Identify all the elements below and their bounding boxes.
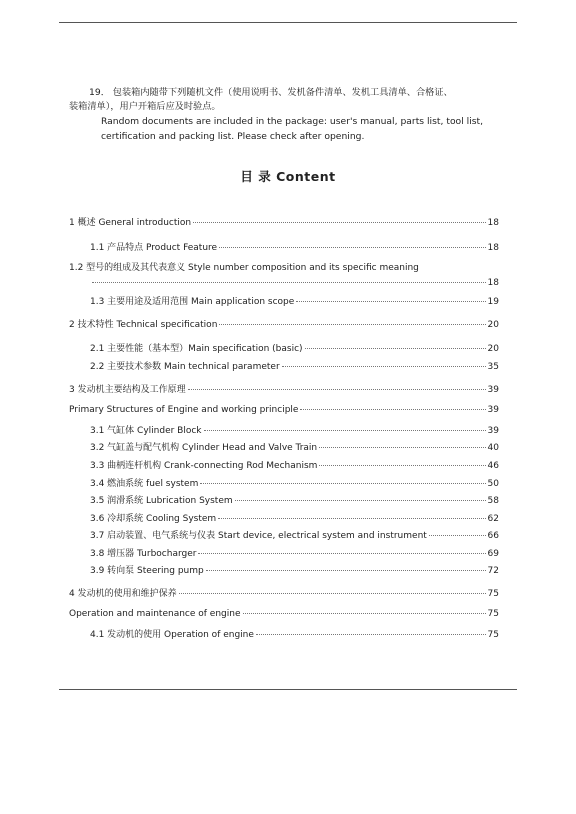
toc-entry[interactable] [69, 215, 499, 228]
toc-entry-page: 39 [487, 385, 499, 395]
toc-entry-label: 2.2 主要技术参数 Main technical parameter [90, 362, 280, 372]
toc-entry-label: 1 概述 General introduction [69, 218, 192, 228]
toc-entry-label: 3.3 曲柄连杆机构 Crank-connecting Rod Mechanism [90, 461, 318, 471]
toc-leader [206, 570, 486, 571]
toc-entry[interactable] [69, 440, 499, 453]
intro-en-line-2: certification and packing list. Please check after opening. [101, 131, 365, 142]
toc-entry-page: 39 [487, 405, 499, 415]
toc-entry-label: 1.3 主要用途及适用范围 Main application scope [90, 297, 295, 307]
toc-entry-page: 46 [487, 461, 499, 471]
toc-entry[interactable] [69, 586, 499, 599]
toc-leader [429, 535, 486, 536]
footer-rule [59, 689, 517, 690]
toc-entry-label: 3.2 气缸盖与配气机构 Cylinder Head and Valve Train [90, 443, 318, 453]
toc-entry-page: 35 [487, 362, 499, 372]
header-rule [59, 22, 517, 23]
toc-entry-label: 2.1 主要性能（基本型）Main specification (basic) [90, 344, 303, 354]
toc-leader [235, 500, 486, 501]
toc-leader [305, 348, 486, 349]
toc-leader [92, 282, 486, 283]
toc-entry-page: 75 [487, 630, 499, 640]
toc-entry-page: 58 [487, 496, 499, 506]
toc-entry-label: 3.4 燃油系统 fuel system [90, 479, 199, 489]
intro-note [69, 86, 499, 144]
page-title: 目 录 Content [240, 169, 336, 184]
toc-entry-page: 75 [487, 589, 499, 599]
toc-entry[interactable] [69, 563, 499, 576]
toc-entry-label: 3.9 转向泵 Steering pump [90, 566, 204, 576]
intro-zh-line-2: 装箱清单），用户开箱后应及时验点。 [69, 101, 221, 112]
toc-entry-label: Primary Structures of Engine and working principle [69, 405, 299, 415]
toc-entry-label: 1.2 型号的组成及其代表意义 Style number composition and its specific meaning [69, 263, 419, 273]
toc-entry[interactable] [69, 609, 499, 619]
toc-entry[interactable] [69, 458, 499, 471]
toc-leader [319, 465, 485, 466]
toc-entry[interactable] [69, 260, 499, 273]
toc-entry-page: 72 [487, 566, 499, 576]
toc-entry[interactable] [69, 493, 499, 506]
toc-entry-page: 18 [487, 243, 499, 253]
toc-entry-page: 20 [487, 320, 499, 330]
toc-entry[interactable] [69, 627, 499, 640]
toc-entry[interactable] [69, 382, 499, 395]
toc-leader [193, 222, 485, 223]
toc-leader [282, 366, 486, 367]
toc-entry-label: Operation and maintenance of engine [69, 609, 241, 619]
toc-leader [243, 613, 486, 614]
toc-entry[interactable] [69, 240, 499, 253]
toc-entry-label: 3.1 气缸体 Cylinder Block [90, 426, 202, 436]
toc-leader [296, 301, 485, 302]
toc-entry-page: 18 [487, 218, 499, 228]
toc-entry-label: 4 发动机的使用和维护保养 [69, 589, 177, 599]
toc-leader [188, 389, 486, 390]
toc-leader [204, 430, 486, 431]
intro-en-line-1: Random documents are included in the package: user's manual, parts list, tool list, [101, 116, 484, 127]
toc-leader [219, 324, 485, 325]
toc-entry-label: 3.6 冷却系统 Cooling System [90, 514, 217, 524]
toc-entry[interactable] [69, 317, 499, 330]
toc-entry-label: 2 技术特性 Technical specification [69, 320, 218, 330]
toc-entry[interactable] [69, 528, 499, 541]
toc-entry[interactable] [69, 476, 499, 489]
toc-entry-label: 3 发动机主要结构及工作原理 [69, 385, 186, 395]
toc-entry[interactable] [69, 511, 499, 524]
toc-entry-page: 50 [487, 479, 499, 489]
toc-entry-label: 1.1 产品特点 Product Feature [90, 243, 218, 253]
toc-entry[interactable] [69, 294, 499, 307]
toc-entry-page: 20 [487, 344, 499, 354]
toc-leader [218, 518, 485, 519]
toc-entry-page: 62 [487, 514, 499, 524]
toc-leader [219, 247, 485, 248]
toc-entry-page: 39 [487, 426, 499, 436]
toc-leader [256, 634, 486, 635]
toc-entry[interactable] [69, 341, 499, 354]
toc-leader [200, 483, 485, 484]
toc-entry-page: 40 [487, 443, 499, 453]
toc-entry[interactable] [69, 278, 499, 288]
toc-entry[interactable] [69, 359, 499, 372]
toc-leader [300, 409, 485, 410]
toc-entry-page: 18 [487, 278, 499, 288]
toc-leader [319, 447, 485, 448]
toc-entry[interactable] [69, 546, 499, 559]
toc-entry-label: 3.8 增压器 Turbocharger [90, 549, 197, 559]
toc-entry-label: 4.1 发动机的使用 Operation of engine [90, 630, 254, 640]
toc-entry-label: 3.7 启动装置、电气系统与仪表 Start device, electrical system and instrument [90, 531, 427, 541]
toc-entry-page: 19 [487, 297, 499, 307]
toc-entry[interactable] [69, 423, 499, 436]
toc-entry-page: 66 [487, 531, 499, 541]
toc-entry-page: 75 [487, 609, 499, 619]
toc-entry[interactable] [69, 405, 499, 415]
intro-zh-line-1: 19． 包装箱内随带下列随机文件（使用说明书、发机备件清单、发机工具清单、合格证、 [89, 87, 453, 98]
toc-leader [198, 553, 485, 554]
toc-entry-page: 69 [487, 549, 499, 559]
toc-entry-label: 3.5 润滑系统 Lubrication System [90, 496, 233, 506]
toc-leader [179, 593, 486, 594]
